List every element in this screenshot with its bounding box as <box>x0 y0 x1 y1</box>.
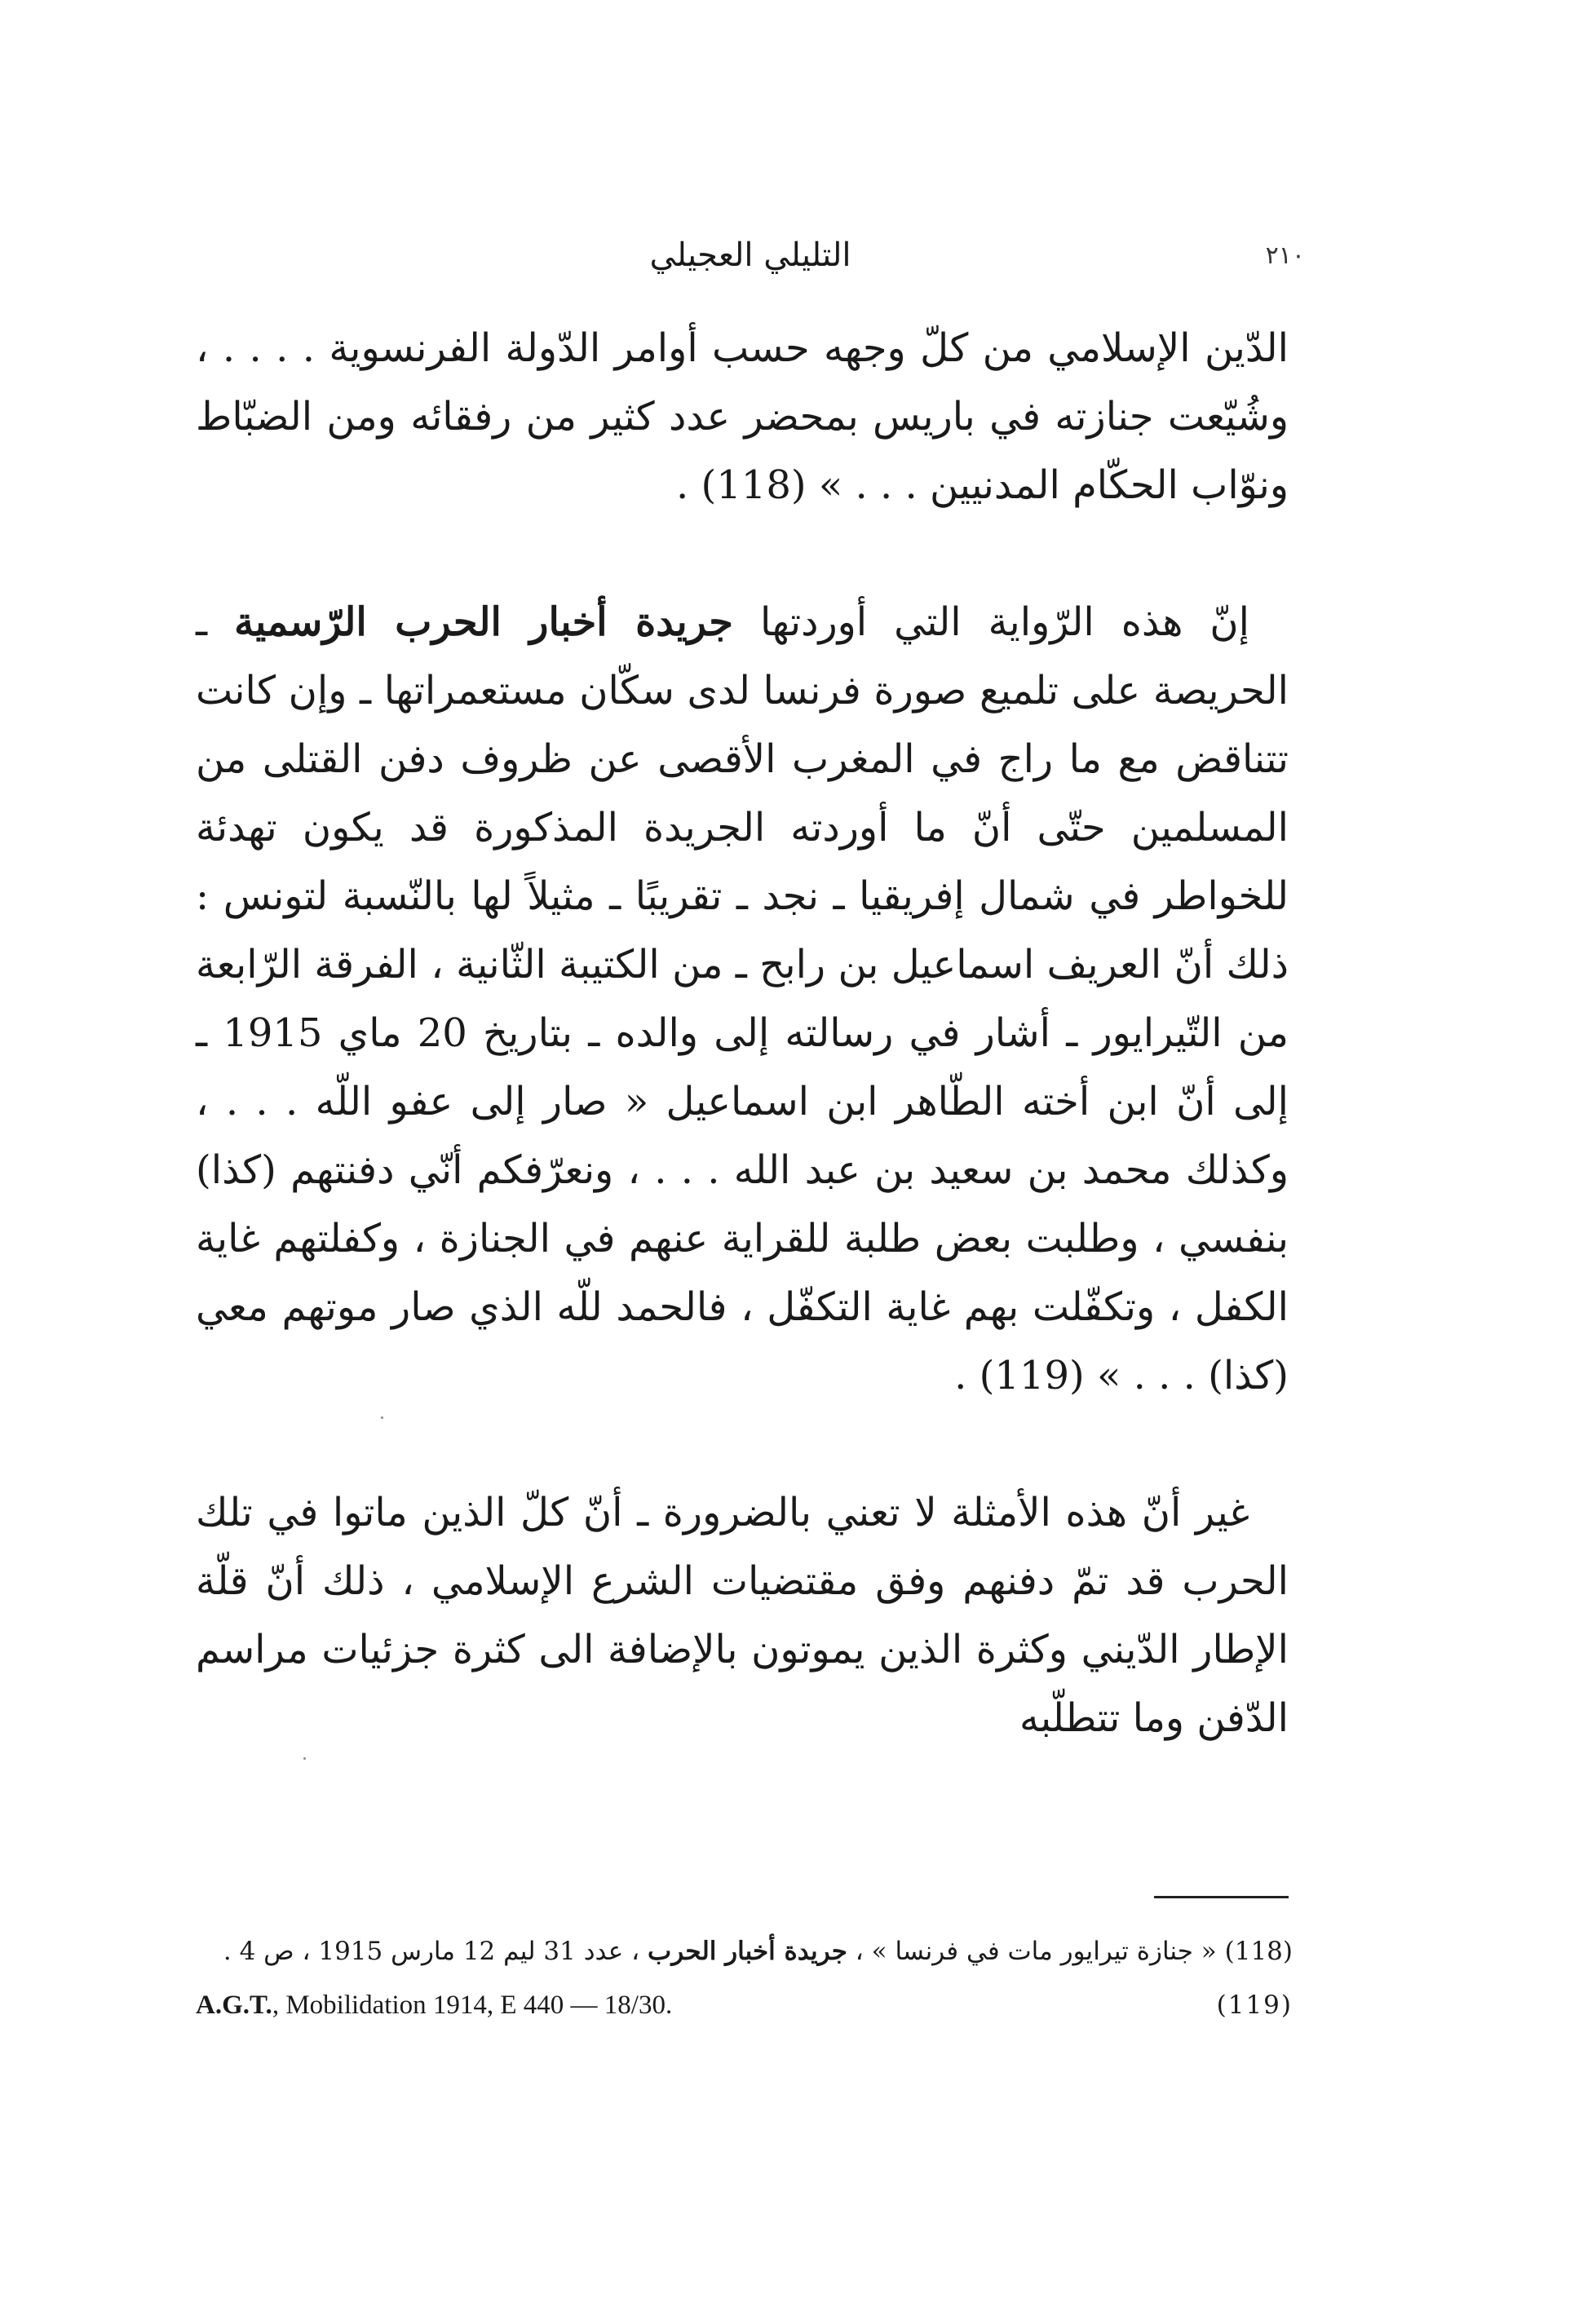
paragraph-2 <box>196 588 1289 1410</box>
archive-reference-rest: , Mobilidation 1914, E 440 — 18/30. <box>272 1990 673 2020</box>
scan-speck <box>303 1757 306 1760</box>
footnote-text-rest: ، عدد 31 ليم 12 مارس 1915 ، ص 4 . <box>223 1937 648 1966</box>
footnote-119 <box>196 1990 1293 2038</box>
running-title: التليلي العجيلي <box>649 236 851 274</box>
footnote-separator <box>1154 1896 1289 1898</box>
footnote-newspaper-title: جريدة أخبار الحرب <box>648 1937 847 1966</box>
body-text <box>196 314 1289 1752</box>
paragraph-1: الدّين الإسلامي من كلّ وجهه حسب أوامر الدّولة الفرنسوية . . . . ، وشُيّعت جنازته في باريس بمحضر عدد كثير من رفقائه ومن الضبّاط ونوّاب الحكّام المدنيين . . . » (118) . <box>196 325 1289 508</box>
scan-speck <box>381 1416 383 1419</box>
paragraph-2-rest: ـ الحريصة على تلميع صورة فرنسا لدى سكّان مستعمراتها ـ وإن كانت تتناقض مع ما راج في المغرب الأقصى عن ظروف دفن القتلى من المسلمين حتّى أنّ ما أوردته الجريدة المذكورة قد يكون تهدئة للخواطر في شمال إفريقيا ـ نجد ـ تقريبًا ـ مثيلاً لها بالنّسبة لتونس : ذلك أنّ العريف اسماعيل بن رابح ـ من الكتيبة الثّانية ، الفرقة الرّابعة من التّيرايور ـ أشار في رسالته إلى والده ـ بتاريخ 20 ماي 1915 ـ إلى أنّ ابن أخته الطّاهر ابن اسماعيل « صار إلى عفو اللّه . . . ، وكذلك محمد بن سعيد بن عبد الله . . . ، ونعرّفكم أنّي دفنتهم (كذا) بنفسي ، وطلبت بعض طلبة للقراية عنهم في الجنازة ، وكفلتهم غاية الكفل ، وتكفّلت بهم غاية التكفّل ، فالحمد للّه الذي صار موتهم معي (كذا) . . . » (119) . <box>196 599 1289 1398</box>
archive-abbreviation: A.G.T. <box>196 1990 272 2020</box>
footnote-archive-reference <box>196 1990 672 2021</box>
running-header <box>196 236 1305 285</box>
footnote-number: (119) <box>1216 1990 1293 2020</box>
footnote-number: (118) <box>1224 1937 1293 1966</box>
footnote-118 <box>196 1937 1293 1984</box>
page-number: ٢١٠ <box>1265 241 1305 270</box>
footnotes <box>196 1937 1293 2044</box>
paragraph-2-intro: إنّ هذه الرّواية التي أوردتها <box>732 599 1249 645</box>
paragraph-3: غير أنّ هذه الأمثلة لا تعني بالضرورة ـ أنّ كلّ الذين ماتوا في تلك الحرب قد تمّ دفنهم وفق مقتضيات الشرع الإسلامي ، ذلك أنّ قلّة الإطار الدّيني وكثرة الذين يموتون بالإضافة الى كثرة جزئيات مراسم الدّفن وما تتطلّبه <box>196 1490 1289 1741</box>
newspaper-title: جريدة أخبار الحرب الرّسمية <box>234 599 733 645</box>
footnote-text: « جنازة تيرايور مات في فرنسا » ، <box>847 1937 1217 1966</box>
